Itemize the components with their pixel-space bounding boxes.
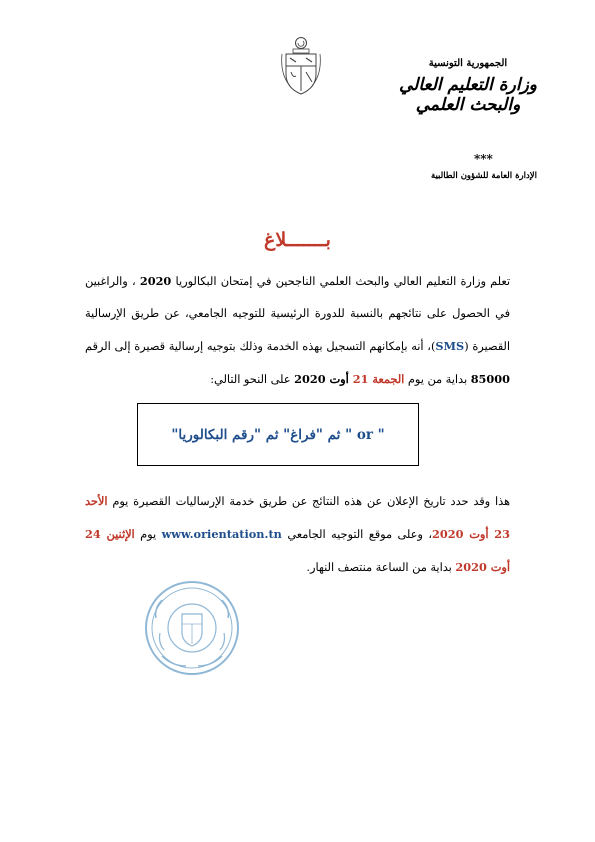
separator-stars: *** xyxy=(474,152,493,166)
announcement-paragraph-1 xyxy=(85,265,510,396)
p2-web-date: الإثنين 24 أوت 2020 xyxy=(85,527,510,574)
ministry-name-line2: والبحث العلمي xyxy=(415,95,521,115)
p2-text-4: بداية من الساعة منتصف النهار. xyxy=(306,561,456,574)
ministry-stamp-icon xyxy=(142,578,242,678)
p1-start-month: أوت 2020 xyxy=(294,372,353,386)
announcement-paragraph-2 xyxy=(85,485,510,584)
p2-text-1: هذا وقد حدد تاريخ الإعلان عن هذه النتائج عن طريق خدمة الإرساليات القصيرة يوم xyxy=(107,495,510,508)
tunisia-coat-of-arms-icon xyxy=(280,34,322,98)
p2-website-link[interactable]: www.orientation.tn xyxy=(161,527,282,541)
p1-text-2: ، والراغبين في الحصول على نتائجهم بالنسبة للدورة الرئيسية للتوجيه الجامعي، عن طريق الإرسالية القصيرة ( xyxy=(85,275,510,353)
department-name: الإدارة العامة للشؤون الطالبية xyxy=(430,171,537,181)
document-title: بـــــــلاغ xyxy=(264,229,331,251)
p1-text-3: )، أنه بإمكانهم التسجيل بهذه الخدمة وذلك بتوجيه إرسالية قصيرة إلى الرقم xyxy=(85,340,436,353)
p1-text-4: بداية من يوم xyxy=(404,373,471,386)
p2-text-2: ، وعلى موقع التوجيه الجامعي xyxy=(281,528,432,541)
p1-year: 2020 xyxy=(139,274,172,288)
p1-sms: SMS xyxy=(435,339,465,353)
p1-start-day: الجمعة 21 xyxy=(352,372,405,386)
republic-label: الجمهورية التونسية xyxy=(428,58,508,69)
p2-text-3: يوم xyxy=(134,528,162,541)
p1-sms-number: 85000 xyxy=(470,372,510,386)
sms-format-text: " or " ثم "فراغ" ثم "رقم البكالوريا" xyxy=(171,426,385,443)
ministry-name-line1: وزارة التعليم العالي xyxy=(398,75,538,95)
ministry-header xyxy=(393,58,543,115)
p1-text-1: تعلم وزارة التعليم العالي والبحث العلمي الناجحين في إمتحان البكالوريا xyxy=(171,275,510,288)
p1-text-5: على النحو التالي: xyxy=(210,373,295,386)
p2-sms-date: الأحد 23 أوت 2020 xyxy=(85,494,510,541)
sms-format-box xyxy=(137,403,419,466)
